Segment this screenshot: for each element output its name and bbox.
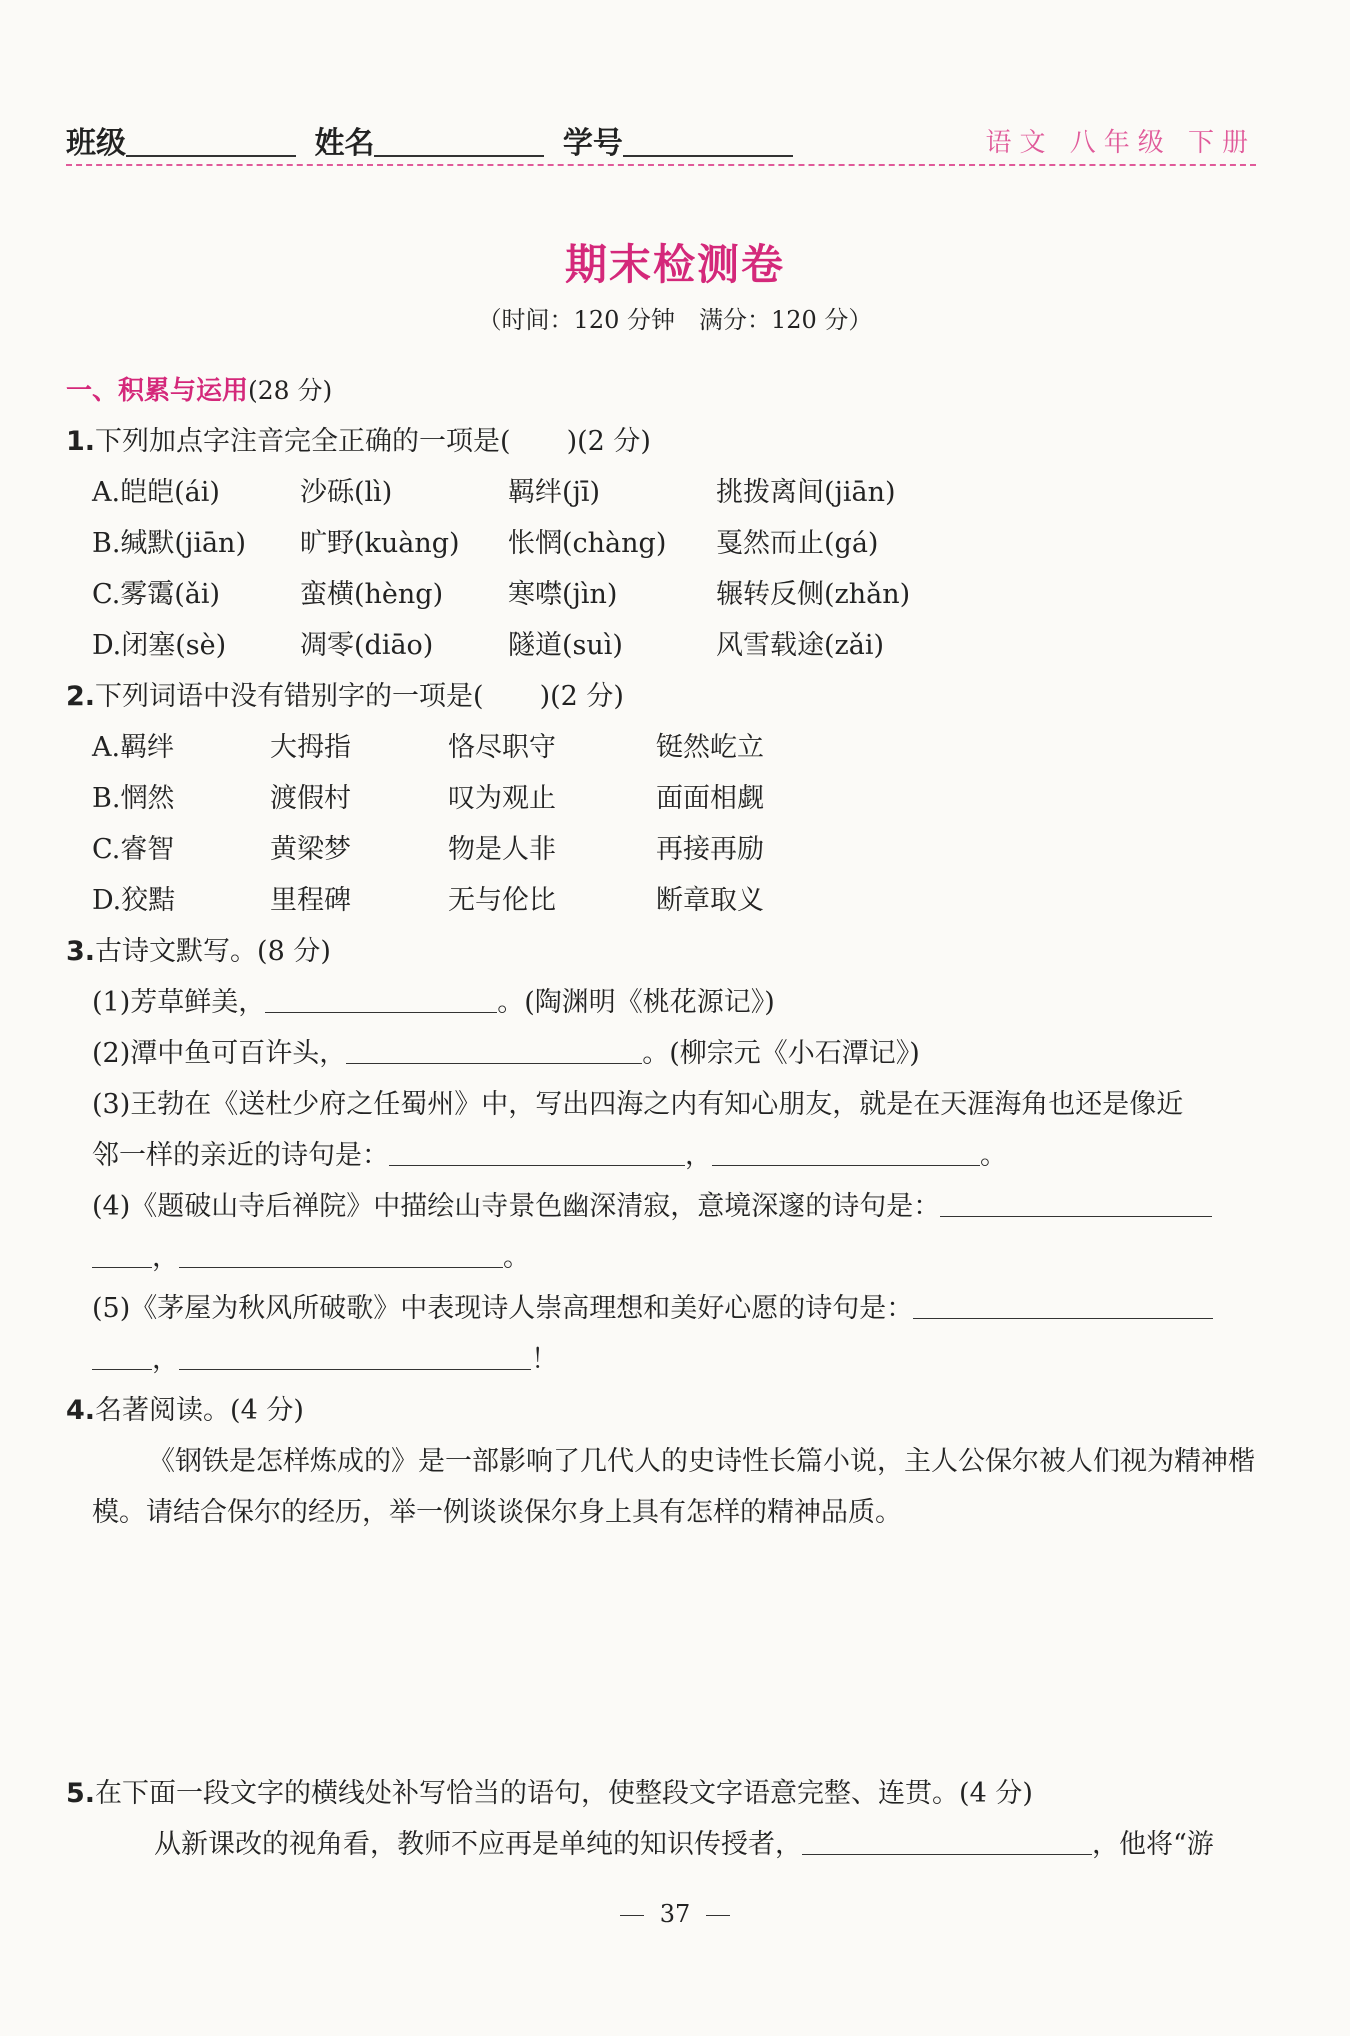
question-number: 5. bbox=[66, 1778, 96, 1809]
answer-blank[interactable] bbox=[179, 1237, 503, 1268]
punct: ！ bbox=[531, 1344, 558, 1375]
q1-option-b[interactable] bbox=[66, 518, 1261, 569]
option-cell: D.闭塞(sè) bbox=[92, 630, 227, 661]
q3-item-3-line-2 bbox=[66, 1130, 1261, 1181]
option-cell: C.雾霭(ǎi) bbox=[92, 579, 221, 610]
option-cell: 辗转反侧(zhǎn) bbox=[716, 579, 911, 610]
question-text: )(2 分) bbox=[539, 681, 624, 712]
option-cell: 物是人非 bbox=[448, 834, 556, 865]
item-text: (5)《茅屋为秋风所破歌》中表现诗人崇高理想和美好心愿的诗句是： bbox=[92, 1293, 914, 1324]
question-text: 在下面一段文字的横线处补写恰当的语句，使整段文字语意完整、连贯。(4 分) bbox=[95, 1778, 1033, 1809]
class-label: 班级 bbox=[66, 126, 126, 161]
q2-option-a[interactable] bbox=[66, 722, 1261, 773]
option-cell: D.狡黠 bbox=[92, 885, 176, 916]
question-4-stem bbox=[66, 1385, 1261, 1436]
question-number: 4. bbox=[66, 1395, 96, 1426]
option-cell: 戛然而止(gá) bbox=[716, 528, 879, 559]
name-blank[interactable] bbox=[374, 125, 544, 157]
option-cell: A.皑皑(ái) bbox=[92, 477, 220, 508]
option-cell: 渡假村 bbox=[270, 783, 351, 814]
punct: ， bbox=[152, 1344, 179, 1375]
answer-blank[interactable] bbox=[179, 1339, 531, 1370]
item-text: (1)芳草鲜美， bbox=[92, 987, 266, 1018]
q4-answer-space[interactable] bbox=[66, 1538, 1261, 1768]
option-cell: 风雪载途(zǎi) bbox=[716, 630, 885, 661]
option-cell: 黄梁梦 bbox=[270, 834, 351, 865]
question-text: )(2 分) bbox=[566, 426, 651, 457]
option-cell: 挑拨离间(jiān) bbox=[716, 477, 896, 508]
question-text: 下列加点字注音完全正确的一项是( bbox=[95, 426, 511, 457]
answer-blank[interactable] bbox=[940, 1186, 1212, 1217]
item-text: 。(陶渊明《桃花源记》) bbox=[497, 987, 775, 1018]
option-cell: 再接再励 bbox=[656, 834, 764, 865]
exam-info: （时间：120 分钟 满分：120 分） bbox=[477, 306, 873, 334]
passage-text: 从新课改的视角看，教师不应再是单纯的知识传授者， bbox=[154, 1829, 802, 1860]
option-cell: B.惘然 bbox=[92, 783, 175, 814]
option-cell: 隧道(suì) bbox=[508, 630, 623, 661]
q3-item-5-line-1 bbox=[66, 1283, 1261, 1334]
question-2-stem bbox=[66, 671, 1261, 722]
book-label: 语文 八年级 下册 bbox=[985, 128, 1256, 158]
passage-text: ，他将“游 bbox=[1092, 1829, 1214, 1860]
question-number: 3. bbox=[66, 936, 96, 967]
option-cell: 沙砾(lì) bbox=[300, 477, 393, 508]
number-blank[interactable] bbox=[623, 125, 793, 157]
q3-item-2 bbox=[66, 1028, 1261, 1079]
punct: ， bbox=[152, 1242, 179, 1273]
q1-option-a[interactable] bbox=[66, 467, 1261, 518]
page-footer bbox=[0, 1900, 1350, 1928]
q2-option-d[interactable] bbox=[66, 875, 1261, 926]
q2-option-c[interactable] bbox=[66, 824, 1261, 875]
exam-content bbox=[66, 365, 1261, 1870]
footer-dash bbox=[620, 1915, 644, 1916]
question-number: 1. bbox=[66, 426, 96, 457]
punct: 。 bbox=[503, 1242, 530, 1273]
q3-item-3-line-1: (3)王勃在《送杜少府之任蜀州》中，写出四海之内有知心朋友，就是在天涯海角也还是像近 bbox=[92, 1089, 1184, 1120]
student-info-fields bbox=[66, 118, 801, 162]
item-text: 邻一样的亲近的诗句是： bbox=[92, 1140, 389, 1171]
answer-blank[interactable] bbox=[712, 1135, 980, 1166]
section-title-text: 一、积累与运用 bbox=[66, 376, 249, 406]
answer-blank[interactable] bbox=[265, 982, 497, 1013]
name-label: 姓名 bbox=[314, 126, 375, 161]
q3-item-5-line-2 bbox=[66, 1334, 1261, 1385]
answer-blank[interactable] bbox=[92, 1237, 152, 1268]
option-cell: 叹为观止 bbox=[448, 783, 556, 814]
page-title: 期末检测卷 bbox=[564, 240, 785, 289]
section-points: (28 分) bbox=[248, 376, 333, 405]
q4-passage: 《钢铁是怎样炼成的》是一部影响了几代人的史诗性长篇小说，主人公保尔被人们视为精神楷模。请结合保尔的经历，举一例谈谈保尔身上具有怎样的精神品质。 bbox=[92, 1446, 1255, 1528]
option-cell: 大拇指 bbox=[270, 732, 351, 763]
section-title bbox=[66, 365, 1261, 416]
option-cell: 铤然屹立 bbox=[656, 732, 764, 763]
q3-item-1 bbox=[66, 977, 1261, 1028]
option-cell: B.缄默(jiān) bbox=[92, 528, 246, 559]
item-text: (4)《题破山寺后禅院》中描绘山寺景色幽深清寂，意境深邃的诗句是： bbox=[92, 1191, 941, 1222]
q2-option-b[interactable] bbox=[66, 773, 1261, 824]
punct: ， bbox=[685, 1140, 712, 1171]
option-cell: C.睿智 bbox=[92, 834, 175, 865]
punct: 。 bbox=[980, 1140, 1007, 1171]
number-label: 学号 bbox=[562, 126, 623, 161]
option-cell: 蛮横(hèng) bbox=[300, 579, 444, 610]
question-text: 古诗文默写。(8 分) bbox=[95, 936, 331, 967]
item-text: 。(柳宗元《小石潭记》) bbox=[642, 1038, 920, 1069]
option-cell: 无与伦比 bbox=[448, 885, 556, 916]
answer-blank[interactable] bbox=[346, 1033, 642, 1064]
option-cell: 面面相觑 bbox=[656, 783, 764, 814]
option-cell: 恪尽职守 bbox=[448, 732, 556, 763]
question-3-stem bbox=[66, 926, 1261, 977]
q1-option-d[interactable] bbox=[66, 620, 1261, 671]
question-text: 下列词语中没有错别字的一项是( bbox=[95, 681, 484, 712]
question-number: 2. bbox=[66, 681, 96, 712]
q3-item-4-line-2 bbox=[66, 1232, 1261, 1283]
option-cell: 旷野(kuàng) bbox=[300, 528, 460, 559]
header bbox=[66, 118, 1256, 168]
option-cell: 里程碑 bbox=[270, 885, 351, 916]
class-blank[interactable] bbox=[126, 125, 296, 157]
option-cell: 羁绊(jī) bbox=[508, 477, 601, 508]
header-divider bbox=[66, 164, 1256, 166]
answer-blank[interactable] bbox=[913, 1288, 1213, 1319]
item-text: (2)潭中鱼可百许头， bbox=[92, 1038, 347, 1069]
answer-blank[interactable] bbox=[92, 1339, 152, 1370]
q1-option-c[interactable] bbox=[66, 569, 1261, 620]
option-cell: 断章取义 bbox=[656, 885, 764, 916]
q5-passage bbox=[66, 1819, 1261, 1870]
answer-blank[interactable] bbox=[389, 1135, 685, 1166]
page-number: 37 bbox=[659, 1900, 691, 1928]
question-1-stem bbox=[66, 416, 1261, 467]
option-cell: A.羁绊 bbox=[92, 732, 175, 763]
answer-blank[interactable] bbox=[802, 1824, 1092, 1855]
option-cell: 寒噤(jìn) bbox=[508, 579, 618, 610]
question-5-stem bbox=[66, 1768, 1261, 1819]
footer-dash bbox=[706, 1915, 730, 1916]
option-cell: 怅惘(chàng) bbox=[508, 528, 667, 559]
q3-item-4-line-1 bbox=[66, 1181, 1261, 1232]
option-cell: 凋零(diāo) bbox=[300, 630, 434, 661]
question-text: 名著阅读。(4 分) bbox=[95, 1395, 304, 1426]
